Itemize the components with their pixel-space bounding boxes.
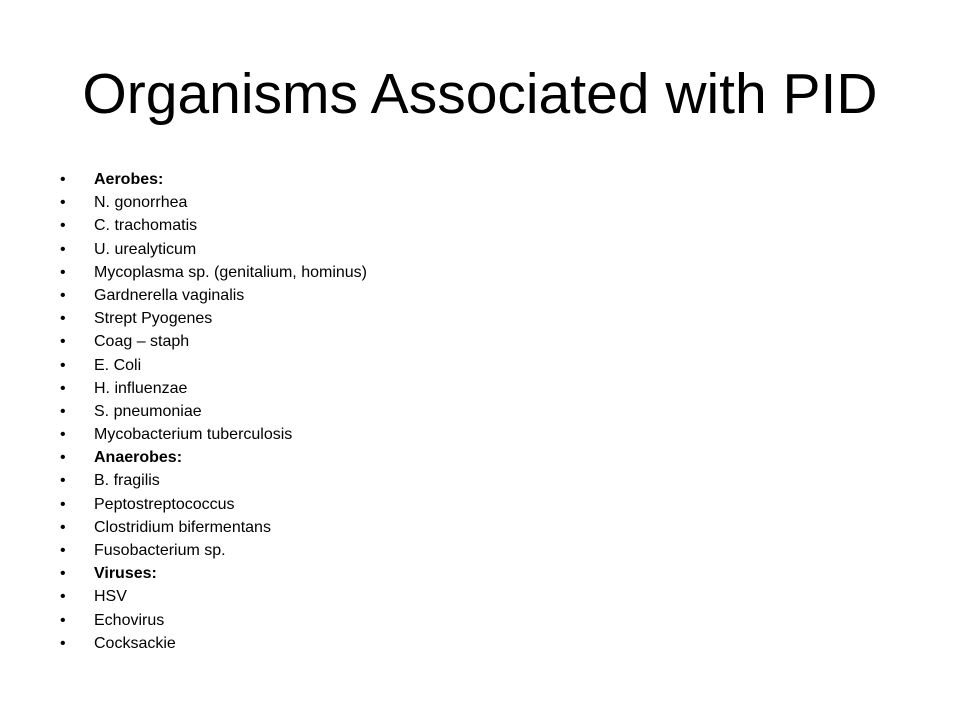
bullet-icon: • [60, 449, 66, 467]
list-item-text: Mycobacterium tuberculosis [94, 426, 293, 444]
list-item-text: B. fragilis [94, 472, 160, 490]
list-item-text: C. trachomatis [94, 217, 198, 235]
list-item-text: Aerobes: [94, 171, 164, 188]
list-item [60, 469, 920, 492]
list-item-text: Peptostreptococcus [94, 495, 235, 513]
bullet-icon: • [60, 310, 66, 328]
list-item [60, 214, 920, 237]
organism-list [60, 168, 920, 655]
list-item-text: E. Coli [94, 356, 142, 374]
bullet-icon: • [60, 565, 66, 583]
list-item [60, 354, 920, 377]
list-item [60, 585, 920, 608]
list-item-text: Fusobacterium sp. [94, 542, 226, 559]
list-item [60, 377, 920, 400]
list-item [60, 400, 920, 423]
list-item-text: S. pneumoniae [94, 402, 202, 420]
list-item [60, 330, 920, 353]
list-item [60, 632, 920, 655]
list-heading-item [60, 168, 920, 191]
list-item [60, 516, 920, 539]
list-item-text: Viruses: [94, 565, 157, 583]
list-item-text: Cocksackie [94, 634, 176, 652]
bullet-icon: • [60, 611, 66, 629]
list-item-text: Echovirus [94, 611, 165, 629]
list-heading-item [60, 562, 920, 585]
list-item [60, 261, 920, 284]
bullet-icon: • [60, 217, 66, 235]
bullet-icon: • [60, 171, 66, 188]
list-heading-item [60, 446, 920, 469]
slide-title: Organisms Associated with PID [82, 62, 878, 126]
bullet-icon: • [60, 472, 66, 490]
list-item-text: Strept Pyogenes [94, 310, 213, 328]
list-item [60, 307, 920, 330]
list-item [60, 539, 920, 562]
bullet-icon: • [60, 588, 66, 606]
list-item-text: U. urealyticum [94, 240, 197, 258]
list-item-text: HSV [94, 588, 127, 606]
list-item [60, 609, 920, 632]
bullet-icon: • [60, 356, 66, 374]
list-item [60, 423, 920, 446]
list-item-text: Mycoplasma sp. (genitalium, hominus) [94, 263, 367, 281]
bullet-icon: • [60, 333, 66, 351]
bullet-icon: • [60, 379, 66, 397]
bullet-icon: • [60, 495, 66, 513]
list-item [60, 493, 920, 516]
bullet-icon: • [60, 518, 66, 536]
list-item-text: Gardnerella vaginalis [94, 286, 245, 304]
list-item-text: Coag – staph [94, 333, 190, 351]
bullet-icon: • [60, 194, 66, 212]
bullet-icon: • [60, 240, 66, 258]
bullet-icon: • [60, 402, 66, 420]
bullet-icon: • [60, 286, 66, 304]
list-item-text: Anaerobes: [94, 449, 183, 467]
list-item [60, 238, 920, 261]
list-item-text: H. influenzae [94, 379, 188, 397]
list-item-text: Clostridium bifermentans [94, 518, 271, 536]
bullet-icon: • [60, 634, 66, 652]
bullet-icon: • [60, 542, 66, 559]
bullet-icon: • [60, 426, 66, 444]
list-item [60, 284, 920, 307]
bullet-icon: • [60, 263, 66, 281]
list-item-text: N. gonorrhea [94, 194, 188, 212]
list-item [60, 191, 920, 214]
